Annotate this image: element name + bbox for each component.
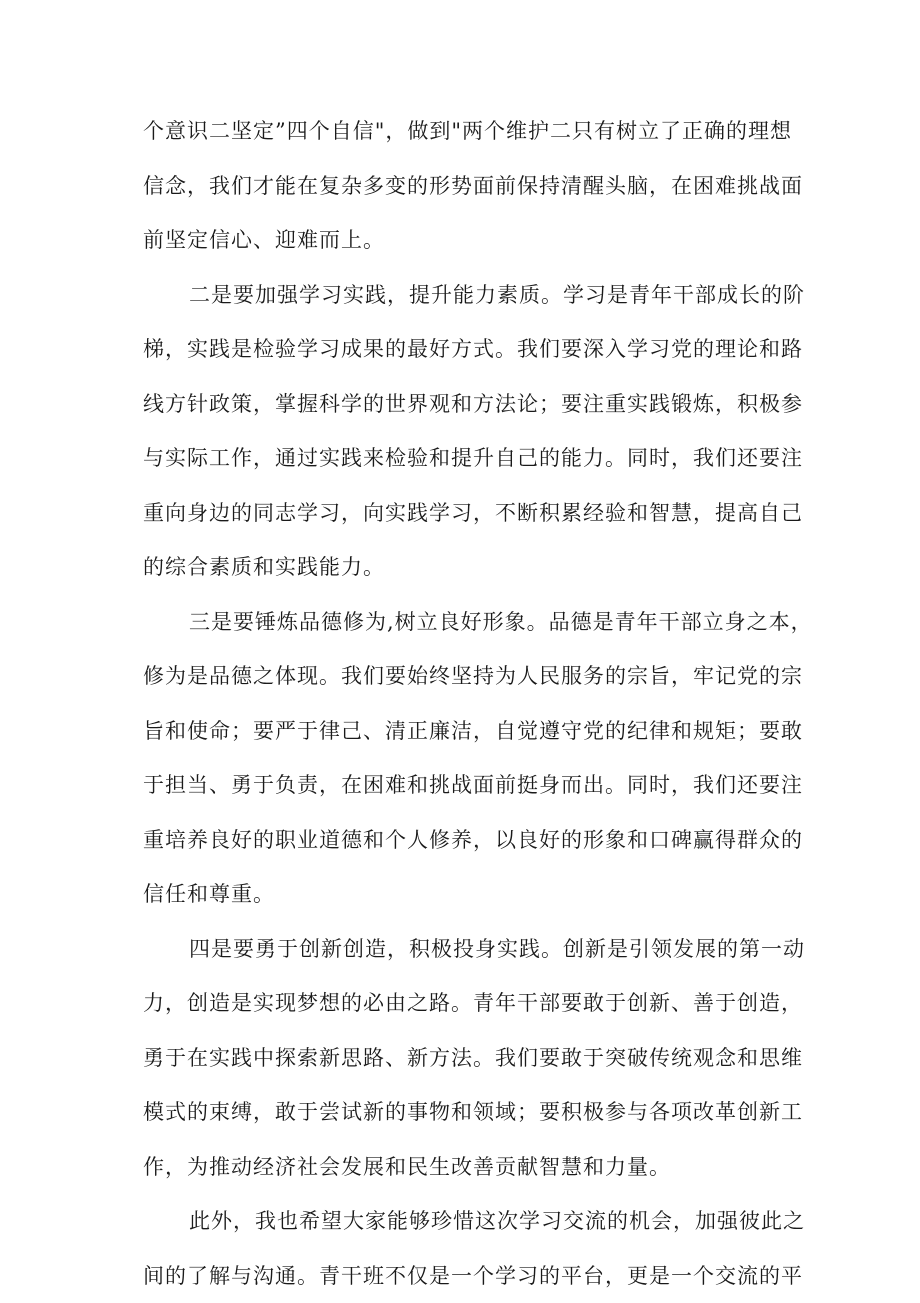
text-line: 二是要加强学习实践，提升能力素质。学习是青年干部成长的阶 <box>143 268 783 323</box>
paragraph-study-practice <box>143 268 783 595</box>
text-line: 重培养良好的职业道德和个人修养，以良好的形象和口碑赢得群众的 <box>143 813 783 868</box>
document-body <box>143 104 783 1303</box>
paragraph-innovation <box>143 922 783 1195</box>
text-line: 勇于在实践中探索新思路、新方法。我们要敢于突破传统观念和思维 <box>143 1031 783 1086</box>
paragraph-exchange <box>143 1194 783 1303</box>
text-line: 模式的束缚，敢于尝试新的事物和领域；要积极参与各项改革创新工 <box>143 1085 783 1140</box>
text-line: 个意识二坚定”四个自信"，做到"两个维护二只有树立了正确的理想 <box>143 104 783 159</box>
text-line: 间的了解与沟通。青干班不仅是一个学习的平台，更是一个交流的平 <box>143 1249 783 1303</box>
text-line: 三是要锤炼品德修为,树立良好形象。品德是青年干部立身之本， <box>143 595 783 650</box>
text-line: 重向身边的同志学习，向实践学习，不断积累经验和智慧，提高自己 <box>143 486 783 541</box>
text-line: 作，为推动经济社会发展和民生改善贡献智慧和力量。 <box>143 1140 783 1195</box>
paragraph-ideals-continued <box>143 104 783 268</box>
text-line: 与实际工作，通过实践来检验和提升自己的能力。同时，我们还要注 <box>143 431 783 486</box>
text-line: 于担当、勇于负责，在困难和挑战面前挺身而出。同时，我们还要注 <box>143 758 783 813</box>
text-line: 力，创造是实现梦想的必由之路。青年干部要敢于创新、善于创造， <box>143 976 783 1031</box>
text-line: 梯，实践是检验学习成果的最好方式。我们要深入学习党的理论和路 <box>143 322 783 377</box>
text-line: 前坚定信心、迎难而上。 <box>143 213 783 268</box>
text-line: 此外，我也希望大家能够珍惜这次学习交流的机会，加强彼此之 <box>143 1194 783 1249</box>
text-line: 信念，我们才能在复杂多变的形势面前保持清醒头脑，在困难挑战面 <box>143 159 783 214</box>
text-line: 线方针政策，掌握科学的世界观和方法论；要注重实践锻炼，积极参 <box>143 377 783 432</box>
text-line: 信任和尊重。 <box>143 867 783 922</box>
text-line: 旨和使命；要严于律己、清正廉洁，自觉遵守党的纪律和规矩；要敢 <box>143 704 783 759</box>
text-line: 修为是品德之体现。我们要始终坚持为人民服务的宗旨，牢记党的宗 <box>143 649 783 704</box>
paragraph-character <box>143 595 783 922</box>
text-line: 四是要勇于创新创造，积极投身实践。创新是引领发展的第一动 <box>143 922 783 977</box>
text-line: 的综合素质和实践能力。 <box>143 540 783 595</box>
